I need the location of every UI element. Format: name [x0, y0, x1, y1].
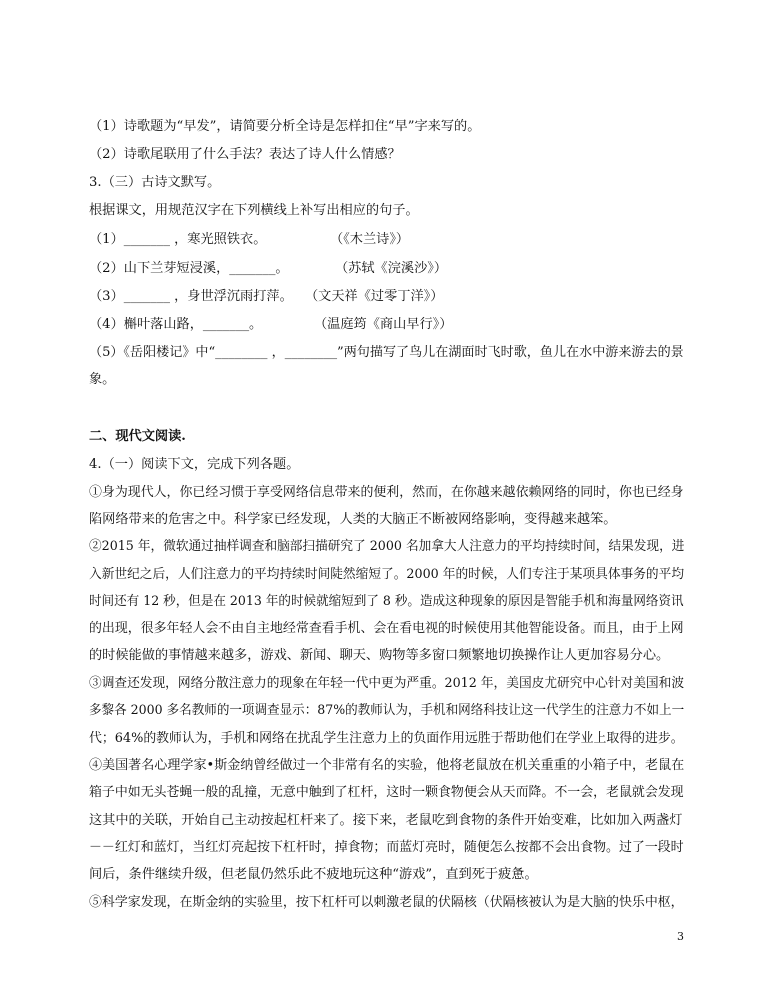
passage-line: 箱子中如无头苍蝇一般的乱撞，无意中触到了杠杆，这时一颗食物便会从天而降。不一会，老鼠就会发现 [89, 785, 684, 800]
fill-item-4-source: （温庭筠《商山早行》） [314, 317, 453, 332]
passage-line: 代；64%的教师认为，手机和网络在扰乱学生注意力上的负面作用远胜于帮助他们在学业上取得的进步。 [89, 731, 684, 746]
fill-item-3-source: （文天祥《过零丁洋》） [305, 289, 444, 304]
fill-item-5-line2: 象。 [89, 372, 116, 387]
part2-title: 二、现代文阅读. [89, 429, 186, 444]
section4-title: 4.（一）阅读下文，完成下列各题。 [89, 457, 300, 472]
passage-line: －－红灯和蓝灯，当红灯亮起按下杠杆时，掉食物；而蓝灯亮时，随便怎么按都不会出食物。过了一段时 [89, 840, 684, 855]
fill-item-2: （2）山下兰芽短浸溪，_______。 [89, 261, 289, 276]
fill-item-5-line1: （5）《岳阳楼记》中“________ ，________”两句描写了鸟儿在湖面时飞时歌，鱼儿在水中游来游去的景 [89, 345, 684, 360]
passage-line: 这其中的关联，开始自己主动按起杠杆来了。接下来，老鼠吃到食物的条件开始变难，比如加入两盏灯 [89, 813, 683, 828]
passage-line: ④美国著名心理学家•斯金纳曾经做过一个非常有名的实验，他将老鼠放在机关重重的小箱子中，老鼠在 [89, 758, 685, 773]
fill-item-3: （3）_______ ，身世浮沉雨打萍。 [89, 289, 293, 304]
fill-item-2-source: （苏轼《浣溪沙》） [335, 261, 448, 276]
fill-item-1-source: （《木兰诗》） [330, 232, 410, 247]
page-number: 3 [677, 930, 684, 943]
passage-line: 间后，条件继续升级，但老鼠仍然乐此不疲地玩这种“游戏”，直到死于疲惫。 [89, 867, 538, 882]
passage-line: 的时候能做的事情越来越多，游戏、新闻、聊天、购物等多窗口频繁地切换操作让人更加容易分心。 [89, 648, 670, 663]
passage-line: ③调查还发现，网络分散注意力的现象在年轻一代中更为严重。2012 年，美国皮尤研究中心针对美国和波 [89, 676, 685, 691]
passage-line: ⑤科学家发现，在斯金纳的实验里，按下杠杆可以刺激老鼠的伏隔核（伏隔核被认为是大脑的快乐中枢， [89, 895, 684, 910]
section3-instruction: 根据课文，用规范汉字在下列横线上补写出相应的句子。 [89, 203, 419, 218]
passage-line: 时间还有 12 秒，但是在 2013 年的时候就缩短到了 8 秒。造成这种现象的原因是智能手机和海量网络资讯 [89, 594, 684, 609]
passage-line: 多黎各 2000 多名教师的一项调查显示：87%的教师认为，手机和网络科技让这一代学生的注意力不如上一 [89, 703, 685, 718]
passage-line: 入新世纪之后，人们注意力的平均持续时间陡然缩短了。2000 年的时候，人们专注于某项具体事务的平均 [89, 567, 685, 582]
fill-item-1: （1）_______ ，寒光照铁衣。 [89, 232, 267, 247]
question-early-1: （1）诗歌题为“早发”，请简要分析全诗是怎样扣住“早”字来写的。 [89, 119, 481, 134]
question-early-2: （2）诗歌尾联用了什么手法？表达了诗人什么情感？ [89, 147, 401, 162]
section3-title: 3.（三）古诗文默写。 [89, 175, 221, 190]
passage-line: 陷网络带来的危害之中。科学家已经发现，人类的大脑正不断被网络影响，变得越来越笨。 [89, 512, 617, 527]
passage-line: ②2015 年，微软通过抽样调查和脑部扫描研究了 2000 名加拿大人注意力的平均持续时间，结果发现，进 [89, 539, 685, 554]
fill-item-4: （4）槲叶落山路，_______。 [89, 317, 263, 332]
passage-line: 的出现，很多年轻人会不由自主地经常查看手机、会在看电视的时候使用其他智能设备。而且，由于上网 [89, 621, 684, 636]
passage-line: ①身为现代人，你已经习惯于享受网络信息带来的便利，然而，在你越来越依赖网络的同时，你也已经身 [89, 485, 684, 500]
